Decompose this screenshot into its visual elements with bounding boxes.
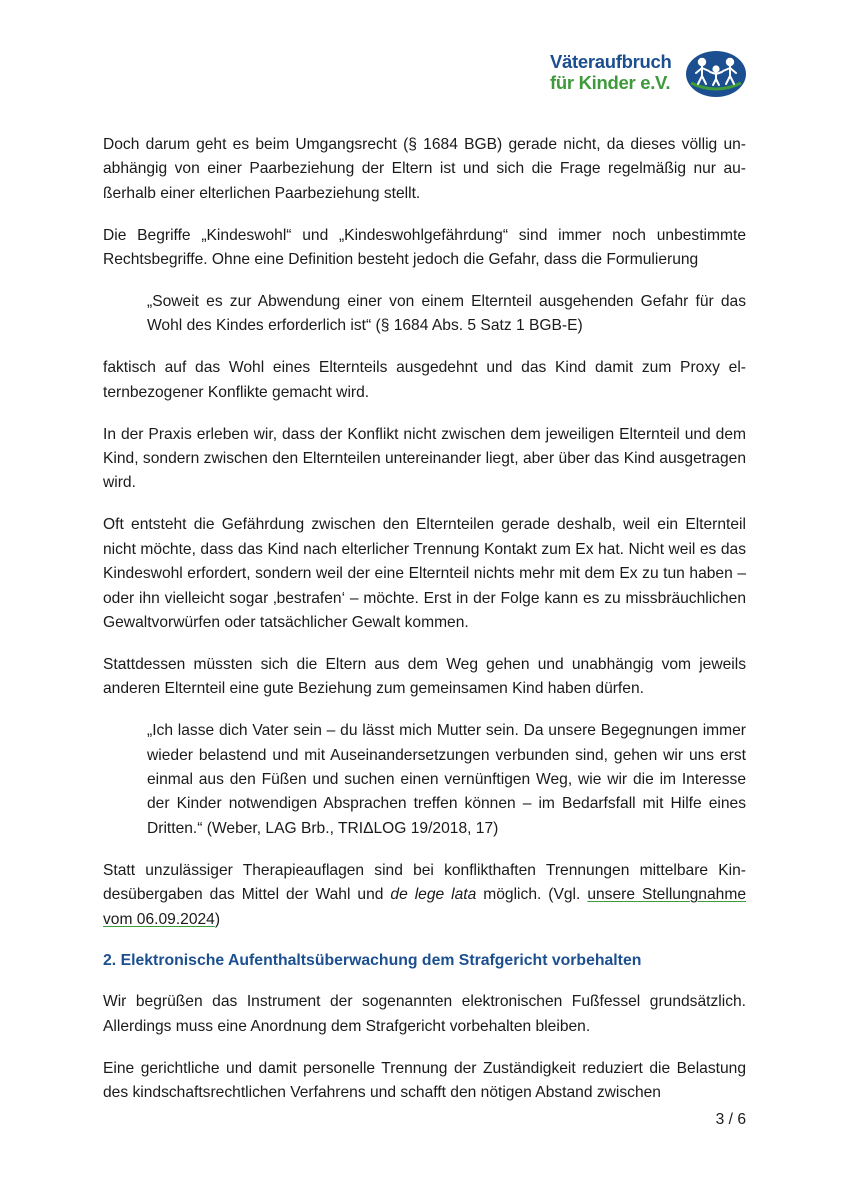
section-heading: 2. Elektronische Aufenthaltsüberwachung dem Strafgericht vorbehalten <box>103 952 642 970</box>
statement-link[interactable]: unsere Stellungnahme vom 06.09.2024 <box>103 886 746 928</box>
paragraph: Wir begrüßen das Instrument der sogenannten elektronischen Fußfessel grundsätzlich. Allerdings muss eine Anordnung dem Strafgericht vorbehalten bleiben. <box>103 993 746 1035</box>
paragraph <box>103 859 746 932</box>
logo-line-1: Väteraufbruch <box>550 51 672 72</box>
paragraph: In der Praxis erleben wir, dass der Konflikt nicht zwischen dem jeweiligen Elternteil und dem Kind, sondern zwischen den Elternteilen untereinander liegt, aber über das Kind ausgetragen wird. <box>103 425 746 492</box>
text-span: möglich. (Vgl. <box>476 886 588 904</box>
logo-line-2: für Kinder e.V. <box>550 72 671 93</box>
document-body <box>103 133 746 1123</box>
text-span: ) <box>214 910 221 928</box>
family-emblem-icon <box>685 49 747 99</box>
logo-wordmark <box>550 51 682 93</box>
block-quote: „Ich lasse dich Vater sein – du lässt mich Mutter sein. Da unsere Begegnungen immer wieder belastend und mit Auseinandersetzungen verbunden sind, gehen wir uns erst einmal aus den Füßen und suchen einen vernünftigen Weg, wie wir die im Interesse der Kinder notwendigen Absprachen treffen können – im Bedarfsfall mit Hilfe eines Dritten.“ (Weber, LAG Brb., TRIΔLOG 19/2018, 17) <box>147 722 746 837</box>
paragraph: Doch darum geht es beim Umgangsrecht (§ 1684 BGB) gerade nicht, da dieses völlig unabhängig von einer Paarbeziehung der Eltern ist und sich die Frage regelmäßig nur außerhalb einer elterlichen Paarbeziehung stellt. <box>103 136 746 202</box>
paragraph: faktisch auf das Wohl eines Elternteils ausgedehnt und das Kind damit zum Proxy elternbezogener Konflikte gemacht wird. <box>103 359 746 401</box>
page-number: 3 / 6 <box>715 1111 746 1128</box>
paragraph: Oft entsteht die Gefährdung zwischen den Elternteilen gerade deshalb, weil ein Elternteil nicht möchte, dass das Kind nach elterlicher Trennung Kontakt zum Ex hat. Nicht weil es das Kindeswohl erfordert, sondern weil der eine Elternteil nichts mehr mit dem Ex zu tun haben – oder ihn vielleicht sogar ‚bestrafen‘ – möchte. Erst in der Folge kann es zu missbräuchlichen Gewaltvorwürfen oder tatsächlicher Gewalt kommen. <box>103 516 746 631</box>
text-span: Statt unzulässiger Therapieauflagen sind bei konflikthaften Trennungen mittelbare Kindesübergaben das Mittel der Wahl und <box>103 861 746 904</box>
paragraph: Stattdessen müssten sich die Eltern aus dem Weg gehen und unabhängig vom jeweils anderen Elternteil eine gute Beziehung zum gemeinsamen Kind haben dürfen. <box>103 655 746 698</box>
block-quote: „Soweit es zur Abwendung einer von einem Elternteil ausgehenden Gefahr für das Wohl des Kindes erforderlich ist“ (§ 1684 Abs. 5 Satz 1 BGB-E) <box>147 293 746 335</box>
paragraph: Die Begriffe „Kindeswohl“ und „Kindeswohlgefährdung“ sind immer noch unbestimmte Rechtsbegriffe. Ohne eine Definition besteht jedoch die Gefahr, dass die Formulierung <box>103 226 746 269</box>
latin-term: de lege lata <box>390 886 477 904</box>
paragraph: Eine gerichtliche und damit personelle Trennung der Zuständigkeit reduziert die Belastung des kindschaftsrechtlichen Verfahrens und schafft den nötigen Abstand zwischen <box>103 1059 746 1102</box>
organization-logo <box>550 49 750 99</box>
